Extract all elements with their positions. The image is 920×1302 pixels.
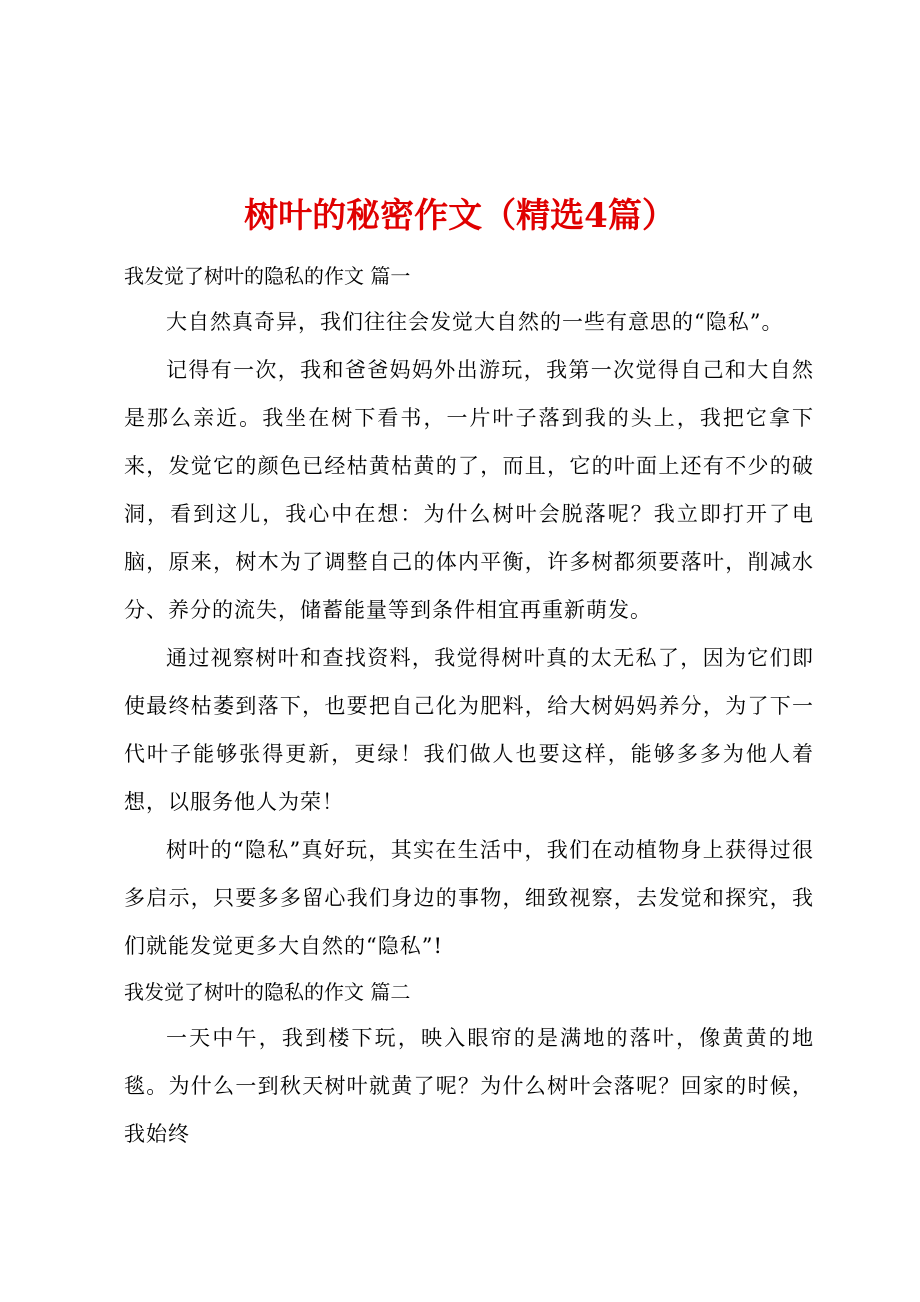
section-heading: 我发觉了树叶的隐私的作文 篇二 — [124, 980, 411, 1004]
section-2 — [124, 970, 814, 1158]
paragraph: 树叶的“隐私”真好玩，其实在生活中，我们在动植物身上获得过很多启示，只要多多留心我们身边的事物，细致视察，去发觉和探究，我们就能发觉更多大自然的“隐私”! — [124, 838, 814, 958]
paragraph: 大自然真奇异，我们往往会发觉大自然的一些有意思的“隐私”。 — [166, 310, 784, 334]
paragraph: 记得有一次，我和爸爸妈妈外出游玩，我第一次觉得自己和大自然是那么亲近。我坐在树下看书，一片叶子落到我的头上，我把它拿下来，发觉它的颜色已经枯黄枯黄的了，而且，它的叶面上还有不少的破洞，看到这儿，我心中在想：为什么树叶会脱落呢？我立即打开了电脑，原来，树木为了调整自己的体内平衡，许多树都须要落叶，削减水分、养分的流失，储蓄能量等到条件相宜再重新萌发。 — [124, 358, 814, 622]
paragraph: 一天中午，我到楼下玩，映入眼帘的是满地的落叶，像黄黄的地毯。为什么一到秋天树叶就黄了呢？为什么树叶会落呢？回家的时候，我始终 — [124, 1026, 814, 1146]
section-1 — [124, 254, 814, 970]
paragraph: 通过视察树叶和查找资料，我觉得树叶真的太无私了，因为它们即使最终枯萎到落下，也要把自己化为肥料，给大树妈妈养分，为了下一代叶子能够张得更新，更绿！我们做人也要这样，能够多多为他人着想，以服务他人为荣！ — [124, 646, 814, 814]
section-heading: 我发觉了树叶的隐私的作文 篇一 — [124, 264, 411, 288]
document-title: 树叶的秘密作文（精选4篇） — [244, 196, 676, 236]
document-body — [124, 254, 814, 1158]
